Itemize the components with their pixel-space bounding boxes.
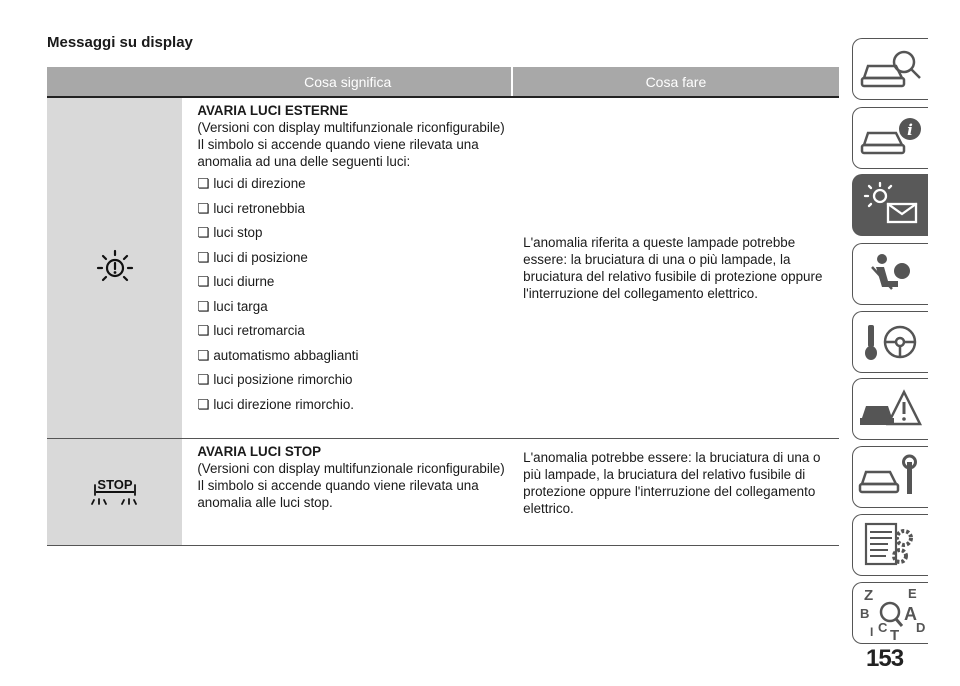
table-row [47, 439, 839, 546]
header-symbol [47, 67, 185, 96]
row-title: AVARIA LUCI ESTERNE [197, 103, 349, 118]
tab-car-info[interactable] [852, 107, 928, 169]
tab-car-search[interactable] [852, 38, 928, 100]
svg-text:B: B [859, 606, 869, 621]
list-item: ❏ luci di posizione [197, 246, 508, 271]
alphabetical-index-icon [858, 586, 925, 644]
meaning-cell [182, 98, 513, 438]
car-wrench-icon [858, 452, 924, 502]
action-text: L'anomalia potrebbe essere: la bruciatura di una o più lampade, la bruciatura del relativo fusibile di protezione oppure l'interruzione del collegamento elettrico. [523, 450, 821, 516]
tab-maintenance[interactable] [852, 446, 928, 508]
tab-starting-driving[interactable] [852, 311, 928, 373]
seat-airbag-icon [858, 249, 924, 299]
tab-index[interactable] [852, 582, 928, 644]
list-item: ❏ luci direzione rimorchio. [197, 393, 508, 418]
svg-text:A: A [903, 604, 917, 624]
lamp-list [197, 172, 508, 417]
icon-cell [47, 98, 182, 438]
technical-data-gears-icon [858, 520, 924, 570]
tab-emergency[interactable] [852, 378, 928, 440]
tab-technical-data[interactable] [852, 514, 928, 576]
row-title: AVARIA LUCI STOP [197, 444, 322, 459]
list-item: ❏ automatismo abbaglianti [197, 344, 508, 369]
meaning-cell [182, 439, 513, 545]
svg-text:E: E [907, 586, 917, 601]
key-steering-wheel-icon [858, 317, 924, 367]
row-description: (Versioni con display multifunzionale riconfigurabile) Il simbolo si accende quando viene rilevata una anomalia ad una delle seguenti luci: [197, 120, 505, 169]
tab-warning-lights[interactable] [852, 174, 928, 236]
svg-text:I: I [869, 625, 873, 639]
list-item: ❏ luci posizione rimorchio [197, 368, 508, 393]
table-header [47, 67, 839, 98]
warning-light-message-icon [858, 180, 924, 230]
exterior-light-failure-icon [95, 248, 135, 288]
svg-text:T: T [889, 627, 899, 644]
svg-text:D: D [915, 620, 925, 635]
svg-text:i: i [906, 121, 913, 139]
action-text: L'anomalia riferita a queste lampade potrebbe essere: la bruciatura di una o più lampade, la bruciatura del relativo fusibile di protezione oppure l'interruzione del collegamento elettrico. [523, 235, 823, 301]
action-cell [513, 439, 839, 545]
car-search-icon [858, 44, 924, 94]
header-meaning: Cosa significa [304, 73, 392, 90]
stop-light-failure-icon [90, 475, 140, 509]
stop-label: STOP [97, 477, 133, 492]
table-row [47, 98, 839, 439]
list-item: ❏ luci stop [197, 221, 508, 246]
action-cell [513, 98, 839, 438]
page-number: 153 [866, 645, 904, 672]
messages-table [47, 67, 839, 546]
row-description: (Versioni con display multifunzionale riconfigurabile) Il simbolo si accende quando viene rilevata una anomalia alle luci stop. [197, 461, 505, 510]
section-title: Messaggi su display [47, 34, 193, 51]
car-accident-warning-icon [858, 384, 924, 434]
list-item: ❏ luci targa [197, 295, 508, 320]
list-item: ❏ luci diurne [197, 270, 508, 295]
list-item: ❏ luci di direzione [197, 172, 508, 197]
car-info-icon [858, 113, 924, 163]
svg-text:C: C [877, 620, 887, 635]
list-item: ❏ luci retromarcia [197, 319, 508, 344]
icon-cell [47, 439, 182, 545]
svg-text:Z: Z [863, 587, 873, 604]
tab-safety[interactable] [852, 243, 928, 305]
list-item: ❏ luci retronebbia [197, 197, 508, 222]
header-action: Cosa fare [511, 67, 839, 96]
